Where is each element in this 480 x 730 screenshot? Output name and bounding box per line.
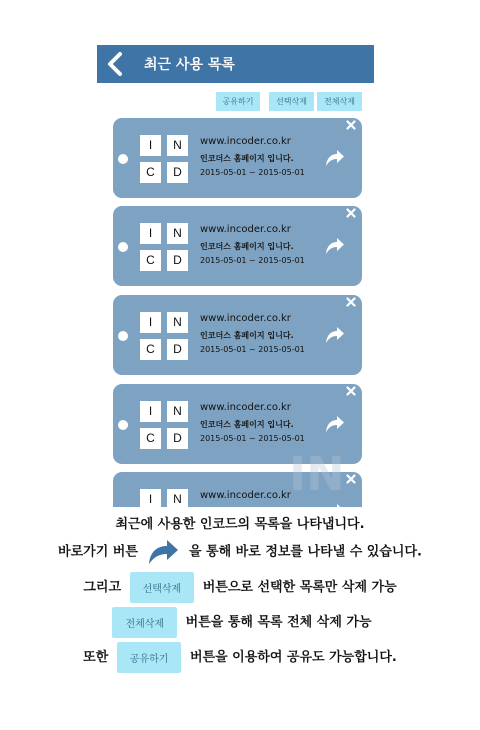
select-radio[interactable] [118, 154, 128, 164]
instruction-text: 을 통해 바로 정보를 나타낼 수 있습니다. [188, 544, 422, 560]
logo-letter: D [167, 428, 188, 449]
item-date: 2015-05-01 ~ 2015-05-01 [200, 256, 305, 265]
incode-logo [140, 223, 188, 271]
instruction-line-3 [0, 572, 480, 603]
logo-letter: C [140, 339, 161, 360]
select-radio[interactable] [118, 331, 128, 341]
logo-letter: N [167, 401, 188, 422]
delete-all-button[interactable]: 전체삭제 [317, 92, 362, 111]
recent-item-card[interactable] [113, 295, 362, 375]
item-url[interactable]: www.incoder.co.kr [200, 224, 291, 235]
shortcut-arrow-icon[interactable] [324, 414, 346, 434]
instruction-line-2 [0, 537, 480, 567]
close-icon[interactable] [346, 386, 356, 396]
shortcut-arrow-icon [146, 537, 180, 567]
logo-letter: C [140, 162, 161, 183]
instruction-line-5 [0, 642, 480, 673]
instruction-line-4 [0, 607, 480, 638]
svg-text:IN: IN [289, 447, 345, 500]
logo-letter: D [167, 339, 188, 360]
item-description: 인코더스 홈페이지 입니다. [200, 420, 294, 429]
instruction-text: 버튼을 통해 목록 전체 삭제 가능 [185, 615, 372, 630]
incode-logo [140, 312, 188, 360]
logo-letter: D [167, 250, 188, 271]
share-button[interactable]: 공유하기 [216, 92, 260, 111]
instruction-text: 최근에 사용한 인코드의 목록을 나타냅니다. [115, 517, 365, 532]
close-icon[interactable] [346, 297, 356, 307]
item-url[interactable]: www.incoder.co.kr [200, 313, 291, 324]
instruction-text: 버튼을 이용하여 공유도 가능합니다. [189, 650, 397, 665]
logo-letter: I [140, 401, 161, 422]
shortcut-arrow-icon[interactable] [324, 502, 346, 507]
item-url[interactable]: www.incoder.co.kr [200, 402, 291, 413]
logo-letter: I [140, 312, 161, 333]
item-date: 2015-05-01 ~ 2015-05-01 [200, 434, 305, 443]
back-arrow-icon[interactable] [103, 51, 129, 77]
logo-letter: C [140, 250, 161, 271]
watermark-logo [285, 440, 365, 500]
item-description: 인코더스 홈페이지 입니다. [200, 154, 294, 163]
instruction-text: 그리고 [83, 580, 122, 595]
recent-item-card[interactable] [113, 206, 362, 286]
delete-all-sample-button: 전체삭제 [112, 607, 177, 638]
instruction-text: 버튼으로 선택한 목록만 삭제 가능 [202, 580, 397, 595]
logo-letter: N [167, 135, 188, 156]
shortcut-arrow-icon[interactable] [324, 236, 346, 256]
shortcut-arrow-icon[interactable] [324, 325, 346, 345]
logo-letter: I [140, 223, 161, 244]
logo-letter: I [140, 489, 161, 507]
item-date: 2015-05-01 ~ 2015-05-01 [200, 168, 305, 177]
instruction-line-1 [0, 513, 480, 532]
logo-letter: C [140, 428, 161, 449]
close-icon[interactable] [346, 120, 356, 130]
recent-item-card[interactable] [113, 118, 362, 198]
logo-letter: I [140, 135, 161, 156]
shortcut-arrow-icon[interactable] [324, 148, 346, 168]
incode-logo [140, 489, 188, 507]
item-url[interactable]: www.incoder.co.kr [200, 490, 291, 501]
logo-letter: D [167, 162, 188, 183]
page-title: 최근 사용 목록 [144, 57, 235, 73]
instruction-text: 또한 [83, 650, 109, 665]
logo-letter: N [167, 223, 188, 244]
app-header [97, 45, 374, 83]
incode-logo [140, 401, 188, 449]
instruction-text: 바로가기 버튼 [58, 544, 138, 560]
logo-letter: N [167, 489, 188, 507]
select-radio[interactable] [118, 242, 128, 252]
item-date: 2015-05-01 ~ 2015-05-01 [200, 345, 305, 354]
close-icon[interactable] [346, 208, 356, 218]
item-url[interactable]: www.incoder.co.kr [200, 136, 291, 147]
phone-screen [97, 45, 374, 507]
select-delete-sample-button: 선택삭제 [130, 572, 195, 603]
share-sample-button: 공유하기 [117, 642, 182, 673]
item-description: 인코더스 홈페이지 입니다. [200, 242, 294, 251]
logo-letter: N [167, 312, 188, 333]
select-radio[interactable] [118, 420, 128, 430]
select-delete-button[interactable]: 선택삭제 [269, 92, 314, 111]
item-description: 인코더스 홈페이지 입니다. [200, 331, 294, 340]
incode-logo [140, 135, 188, 183]
